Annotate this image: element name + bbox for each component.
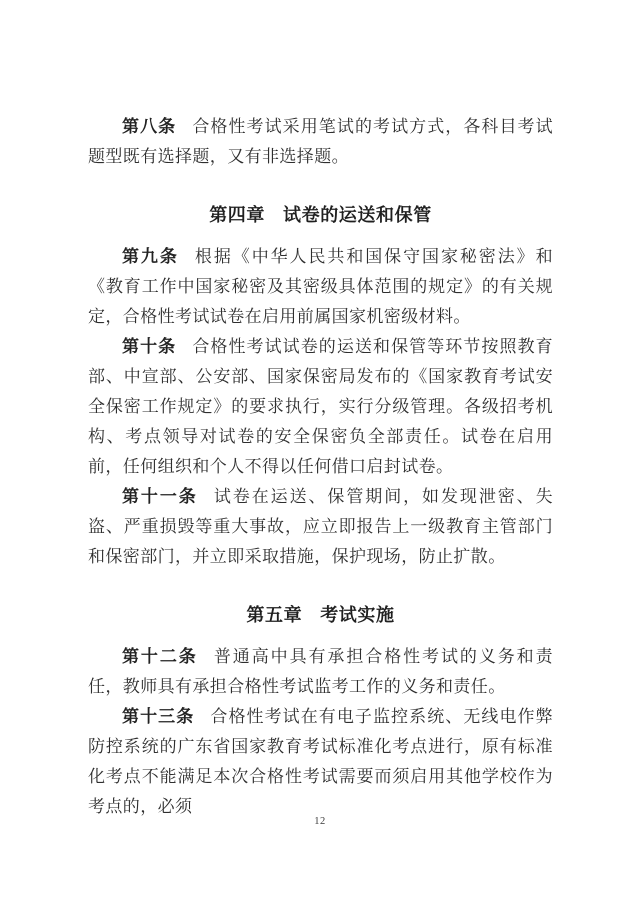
page-number: 12 [314, 816, 326, 827]
chapter-4-heading [88, 200, 553, 230]
paragraph-article-11 [88, 482, 553, 572]
paragraph-article-10 [88, 332, 553, 482]
article-11-number: 第十一条 [122, 487, 198, 506]
chapter-4-title: 试卷的运送和保管 [283, 205, 432, 225]
paragraph-article-13 [88, 702, 553, 822]
chapter-5-heading [88, 600, 553, 630]
article-8-number: 第八条 [122, 117, 177, 136]
article-12-text: 普通高中具有承担合格性考试的义务和责任，教师具有承担合格性考试监考工作的义务和责任。 [88, 647, 554, 696]
article-9-number: 第九条 [122, 247, 179, 266]
article-10-number: 第十条 [122, 337, 177, 356]
article-13-number: 第十三条 [122, 707, 195, 726]
article-8-text: 合格性考试采用笔试的考试方式，各科目考试题型既有选择题，又有非选择题。 [88, 117, 554, 166]
article-9-text: 根据《中华人民共和国保守国家秘密法》和《教育工作中国家秘密及其密级具体范围的规定》的有关规定，合格性考试试卷在启用前属国家机密级材料。 [88, 247, 553, 326]
chapter-4-number: 第四章 [209, 205, 265, 225]
article-10-text: 合格性考试试卷的运送和保管等环节按照教育部、中宣部、公安部、国家保密局发布的《国家教育考试安全保密工作规定》的要求执行，实行分级管理。各级招考机构、考点领导对试卷的安全保密负全部责任。试卷在启用前，任何组织和个人不得以任何借口启封试卷。 [88, 337, 554, 476]
article-13-text: 合格性考试在有电子监控系统、无线电作弊防控系统的广东省国家教育考试标准化考点进行，原有标准化考点不能满足本次合格性考试需要而须启用其他学校作为考点的，必须 [88, 707, 553, 816]
paragraph-article-12 [88, 642, 553, 702]
article-12-number: 第十二条 [122, 647, 198, 666]
article-11-text: 试卷在运送、保管期间，如发现泄密、失盗、严重损毁等重大事故，应立即报告上一级教育主管部门和保密部门，并立即采取措施，保护现场，防止扩散。 [88, 487, 554, 566]
paragraph-article-8 [88, 112, 553, 172]
paragraph-article-9 [88, 242, 553, 332]
chapter-5-title: 考试实施 [320, 605, 395, 625]
chapter-5-number: 第五章 [246, 605, 303, 625]
